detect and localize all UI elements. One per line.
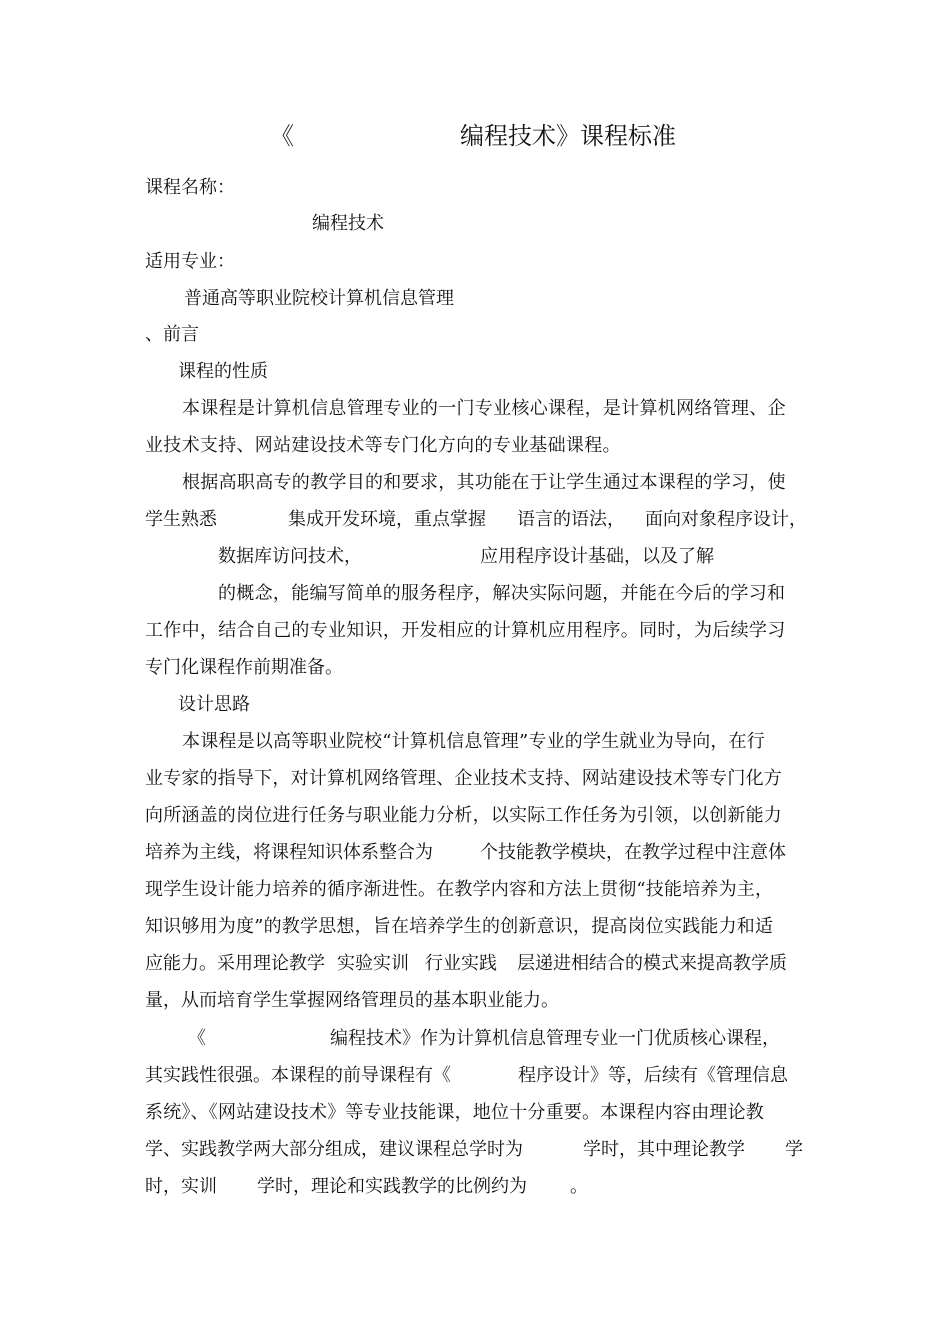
paragraph-line (0, 952, 950, 976)
text-fragment: 集成开发环境，重点掌握 (288, 509, 486, 530)
paragraph-line: 根据高职高专的教学目的和要求，其功能在于让学生通过本课程的学习，使 (182, 472, 786, 493)
major-value: 普通高等职业院校计算机信息管理 (184, 288, 454, 309)
paragraph-line: 专门化课程作前期准备。 (145, 657, 343, 678)
text-fragment: 学 (785, 1139, 803, 1160)
title-open-mark: 《 (270, 122, 294, 150)
major-label: 适用专业： (145, 251, 235, 272)
paragraph-line: 业专家的指导下，对计算机网络管理、企业技术支持、网站建设技术等专门化方 (145, 768, 782, 789)
text-fragment: 行业实践 (425, 953, 497, 974)
text-fragment: 培养为主线，将课程知识体系整合为 (145, 842, 433, 863)
paragraph-line (0, 545, 950, 569)
paragraph-line: 工作中，结合自己的专业知识，开发相应的计算机应用程序。同时，为后续学习 (145, 620, 786, 641)
paragraph-line: 量，从而培育学生掌握网络管理员的基本职业能力。 (145, 990, 559, 1011)
paragraph-line: 系统》、《网站建设技术》等专业技能课，地位十分重要。本课程内容由理论教 (145, 1102, 764, 1123)
paragraph-line (0, 841, 950, 865)
text-fragment: 面向对象程序设计， (645, 509, 807, 530)
text-fragment: 学生熟悉 (145, 509, 217, 530)
design-heading: 设计思路 (178, 694, 250, 715)
paragraph-line (0, 1138, 950, 1162)
paragraph-line: 本课程是以高等职业院校“计算机信息管理”专业的学生就业为导向，在行 (182, 731, 766, 752)
text-fragment: 语言的语法， (517, 509, 625, 530)
paragraph-line: 本课程是计算机信息管理专业的一门专业核心课程，是计算机网络管理、企 (182, 398, 786, 419)
text-fragment: 数据库访问技术， (218, 546, 362, 567)
paragraph-line: 知识够用为度”的教学思想，旨在培养学生的创新意识，提高岗位实践能力和适 (145, 916, 774, 937)
text-fragment: 《 (188, 1028, 206, 1049)
paragraph-line: 业技术支持、网站建设技术等专门化方向的专业基础课程。 (145, 435, 621, 456)
paragraph-line: 现学生设计能力培养的循序渐进性。在教学内容和方法上贯彻“技能培养为主， (145, 879, 774, 900)
text-fragment: 实验实训 (337, 953, 409, 974)
text-fragment: 学时，其中理论教学 (583, 1139, 745, 1160)
paragraph-line (0, 1064, 950, 1088)
text-fragment: 学、实践教学两大部分组成，建议课程总学时为 (145, 1139, 523, 1160)
text-fragment: 应能力。采用理论教学 (145, 953, 325, 974)
text-fragment: 应用程序设计基础，以及了解 (480, 546, 714, 567)
paragraph-line (0, 508, 950, 532)
nature-heading: 课程的性质 (178, 361, 268, 382)
paragraph-line (0, 1175, 950, 1199)
text-fragment: 其实践性很强。本课程的前导课程有《 (145, 1065, 451, 1086)
text-fragment: 编程技术》作为计算机信息管理专业一门优质核心课程， (330, 1028, 780, 1049)
text-fragment: 层递进相结合的模式来提高教学质 (517, 953, 787, 974)
paragraph-line (0, 1027, 950, 1051)
text-fragment: 程序设计》等，后续有《管理信息 (518, 1065, 788, 1086)
title-main: 编程技术》课程标准 (460, 122, 676, 150)
text-fragment: 学时，理论和实践教学的比例约为 (257, 1176, 527, 1197)
text-fragment: 个技能教学模块，在教学过程中注意体 (480, 842, 786, 863)
preface-heading: 、前言 (145, 324, 199, 345)
course-name-value: 编程技术 (312, 213, 384, 234)
course-name-label: 课程名称： (145, 177, 235, 198)
text-fragment: 。 (570, 1176, 588, 1197)
text-fragment: 时，实训 (145, 1176, 217, 1197)
page-title (0, 116, 950, 150)
paragraph-line: 向所涵盖的岗位进行任务与职业能力分析，以实际工作任务为引领，以创新能力 (145, 805, 782, 826)
paragraph-line: 的概念，能编写简单的服务程序，解决实际问题，并能在今后的学习和 (218, 583, 786, 604)
